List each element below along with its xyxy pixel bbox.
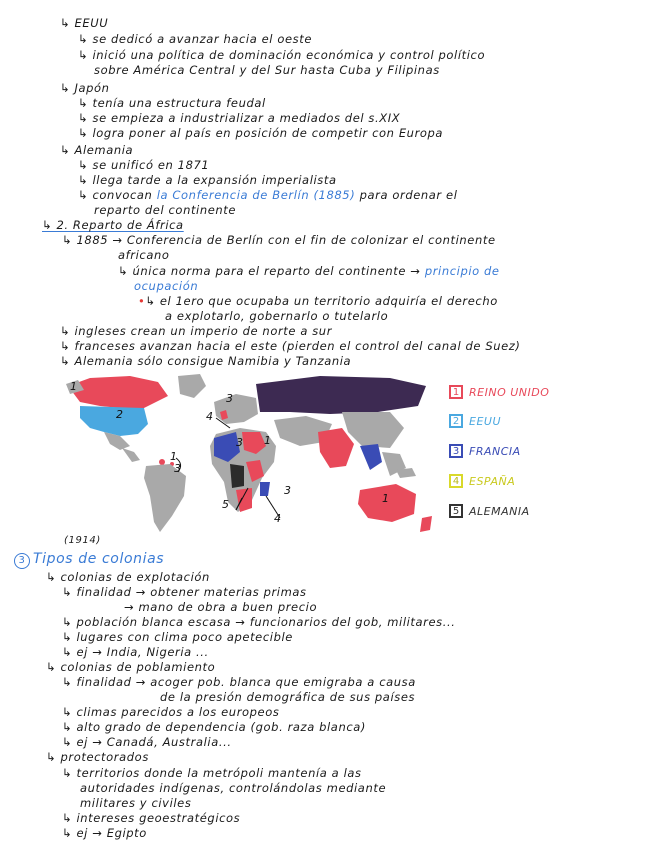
legend-label: ESPAÑA <box>469 474 516 488</box>
note-line: ↳ alto grado de dependencia (gob. raza blanca) <box>62 720 366 734</box>
map-label: 1 <box>170 450 177 463</box>
note-line: reparto del continente <box>94 203 237 217</box>
note-line: ↳ Alemania sólo consigue Namibia y Tanzania <box>60 354 352 368</box>
map-year: (1914) <box>64 535 101 546</box>
map-label: 3 <box>236 436 243 449</box>
note-text: para ordenar el <box>359 188 458 202</box>
bullet-dot: • <box>138 294 146 308</box>
map-label: 3 <box>284 484 291 497</box>
legend-label: FRANCIA <box>469 444 521 458</box>
legend-label: EEUU <box>469 414 502 428</box>
note-text: ↳ única norma para el reparto del continente → <box>118 264 421 278</box>
map-label: 5 <box>222 498 229 511</box>
note-line: ↳ colonias de explotación <box>46 570 210 584</box>
note-line: autoridades indígenas, controlándolas mediante <box>80 781 387 795</box>
note-line: ↳ llega tarde a la expansión imperialista <box>78 173 337 187</box>
legend-item-uk <box>449 383 549 401</box>
legend-label: REINO UNIDO <box>469 385 550 399</box>
legend-swatch: 3 <box>449 444 463 458</box>
note-line: ↳ ingleses crean un imperio de norte a sur <box>60 324 333 338</box>
note-line: ↳ colonias de poblamiento <box>46 660 216 674</box>
note-line: sobre América Central y del Sur hasta Cuba y Filipinas <box>94 63 440 77</box>
note-line: ↳ lugares con clima poco apetecible <box>62 630 293 644</box>
note-text: ↳ el 1ero que ocupaba un territorio adquiría el derecho <box>145 294 498 308</box>
map-label: 3 <box>174 462 181 475</box>
note-line: ↳ población blanca escasa → funcionarios del gob, militares... <box>62 615 456 629</box>
note-line <box>138 295 498 308</box>
note-line: ↳ se unificó en 1871 <box>78 158 210 172</box>
map-label: 1 <box>70 380 77 393</box>
legend-item-germany <box>449 502 530 520</box>
world-map-1914 <box>60 372 440 542</box>
legend-item-spain <box>449 472 515 490</box>
map-label: 1 <box>264 434 271 447</box>
note-line: ↳ ej → Egipto <box>62 826 147 840</box>
subsection-heading: ↳ 2. Reparto de África <box>42 218 184 232</box>
legend-item-us <box>449 412 501 430</box>
section-number-badge: 3 <box>14 553 30 569</box>
note-line: ↳ logra poner al país en posición de competir con Europa <box>78 126 444 140</box>
map-label: 2 <box>116 408 123 421</box>
note-line: de la presión demográfica de sus países <box>160 690 416 704</box>
note-line: ↳ ej → Canadá, Australia... <box>62 735 232 749</box>
note-line: ↳ protectorados <box>46 750 149 764</box>
legend-swatch: 5 <box>449 504 463 518</box>
highlight-principle-cont: ocupación <box>134 279 199 293</box>
note-line: militares y civiles <box>80 796 192 810</box>
note-line: ↳ Alemania <box>60 143 134 157</box>
map-label: 3 <box>226 392 233 405</box>
note-line: ↳ se dedicó a avanzar hacia el oeste <box>78 32 313 46</box>
legend-item-france <box>449 442 521 460</box>
legend-swatch: 4 <box>449 474 463 488</box>
note-line: ↳ Japón <box>60 81 110 95</box>
note-line: ↳ tenía una estructura feudal <box>78 96 266 110</box>
note-line: → mano de obra a buen precio <box>124 600 318 614</box>
legend-label: ALEMANIA <box>469 504 530 518</box>
section-title: Tipos de colonias <box>33 551 165 567</box>
note-line <box>78 189 457 202</box>
note-line: africano <box>118 248 170 262</box>
note-line: ↳ climas parecidos a los europeos <box>62 705 280 719</box>
note-line: ↳ EEUU <box>60 16 109 30</box>
map-label: 4 <box>206 410 213 423</box>
note-line: ↳ franceses avanzan hacia el este (pierden el control del canal de Suez) <box>60 339 521 353</box>
note-line: ↳ finalidad → acoger pob. blanca que emigraba a causa <box>62 675 416 689</box>
note-line: a explotarlo, gobernarlo o tutelarlo <box>165 309 389 323</box>
highlight-berlin-conference: la Conferencia de Berlín (1885) <box>156 188 356 202</box>
note-line: ↳ ej → India, Nigeria ... <box>62 645 209 659</box>
section-heading <box>14 551 164 569</box>
legend-swatch: 2 <box>449 414 463 428</box>
note-line: ↳ inició una política de dominación económica y control político <box>78 48 486 62</box>
highlight-principle: principio de <box>424 264 500 278</box>
map-label: 4 <box>274 512 281 525</box>
map-label: 1 <box>382 492 389 505</box>
note-line: ↳ intereses geoestratégicos <box>62 811 241 825</box>
note-line: ↳ territorios donde la metrópoli mantenía a las <box>62 766 362 780</box>
note-line: ↳ finalidad → obtener materias primas <box>62 585 307 599</box>
legend-swatch: 1 <box>449 385 463 399</box>
note-line <box>118 265 500 278</box>
note-line: ↳ se empieza a industrializar a mediados del s.XIX <box>78 111 401 125</box>
note-line: ↳ 1885 → Conferencia de Berlín con el fin de colonizar el continente <box>62 233 496 247</box>
note-text: ↳ convocan <box>78 188 153 202</box>
